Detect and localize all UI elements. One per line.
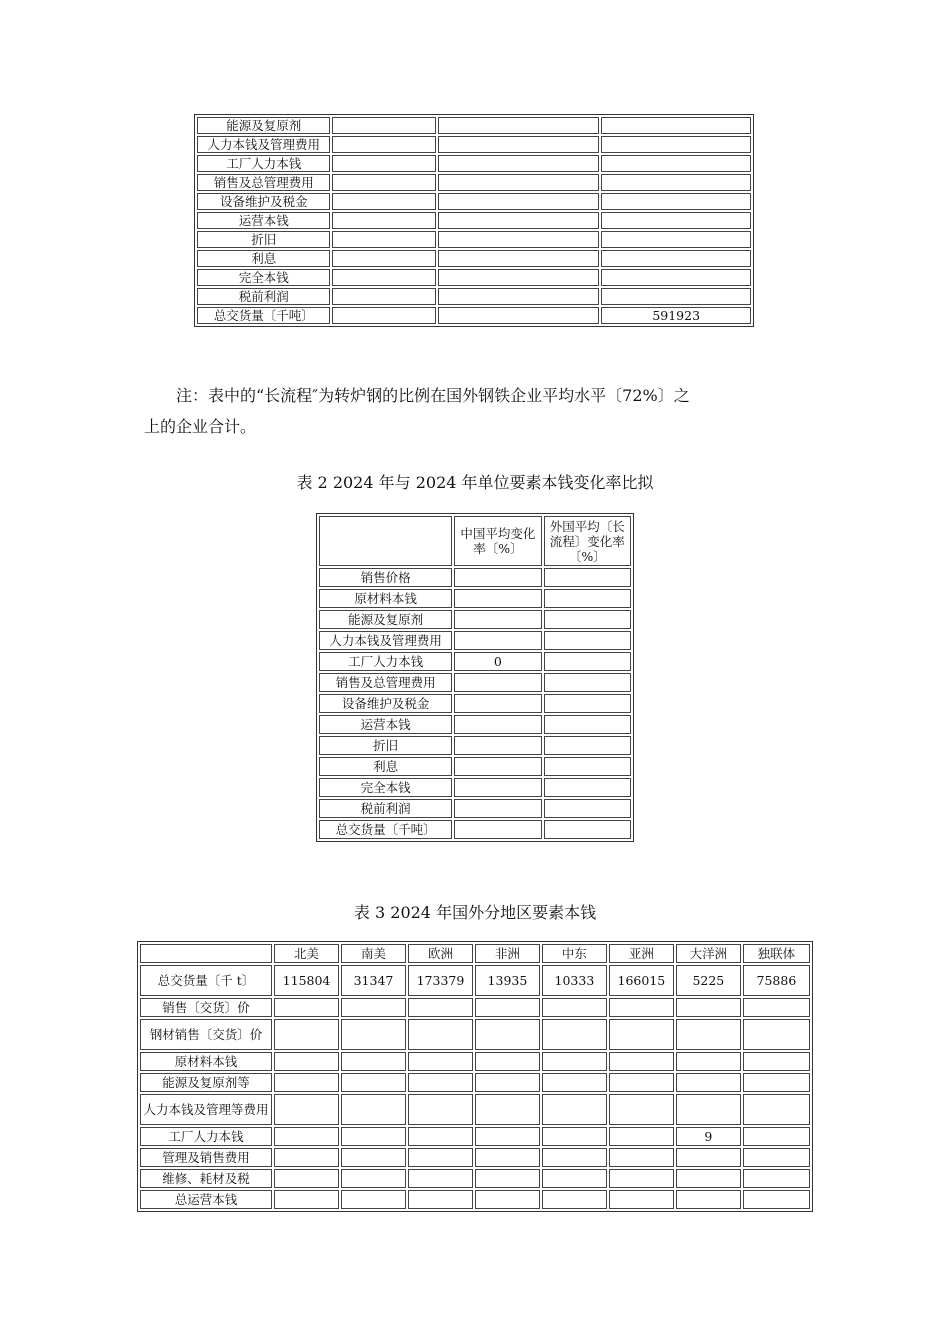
cell-value: [332, 250, 435, 267]
row-label: 能源及复原剂: [197, 117, 330, 134]
cell-value: [743, 1127, 810, 1146]
table-row: [319, 610, 631, 629]
cell-value: [601, 288, 751, 305]
cell-value: [408, 1148, 473, 1167]
table-row: [140, 1073, 810, 1092]
cell-value: [438, 174, 600, 191]
cell-value: [341, 1094, 406, 1125]
cell-value: [544, 589, 631, 608]
cell-value: [676, 1073, 741, 1092]
cell-value: [609, 1127, 674, 1146]
cell-value: [454, 820, 541, 839]
table-row: [319, 652, 631, 671]
cell-value: [408, 1127, 473, 1146]
table-row: [197, 231, 751, 248]
cell-value: [408, 1019, 473, 1050]
table-row: [140, 1094, 810, 1125]
cell-value: [743, 1073, 810, 1092]
cell-value: [454, 673, 541, 692]
table-row: [140, 998, 810, 1017]
cell-value: [542, 1073, 607, 1092]
row-label: 运营本钱: [197, 212, 330, 229]
cell-value: [609, 1148, 674, 1167]
row-label: 销售价格: [319, 568, 452, 587]
cell-value: [544, 736, 631, 755]
table-row: [140, 1052, 810, 1071]
table-row: [319, 715, 631, 734]
cell-value: [676, 1052, 741, 1071]
row-label: 维修、耗材及税: [140, 1169, 272, 1188]
cell-value: [542, 1148, 607, 1167]
cell-value: 10333: [542, 965, 607, 996]
row-label: 人力本钱及管理费用: [319, 631, 452, 650]
cell-value: [542, 1094, 607, 1125]
table-2-caption: 表 2 2024 年与 2024 年单位要素本钱变化率比拟: [296, 473, 654, 492]
row-label: 总运营本钱: [140, 1190, 272, 1209]
cell-value: [454, 589, 541, 608]
cell-value: [475, 1169, 540, 1188]
header-row: [140, 944, 810, 963]
column-header: 中国平均变化率〔%〕: [454, 516, 541, 566]
cell-value: [408, 1052, 473, 1071]
cell-value: [332, 288, 435, 305]
cell-value: [438, 155, 600, 172]
cell-value: [475, 1052, 540, 1071]
cell-value: [438, 231, 600, 248]
cell-value: [454, 610, 541, 629]
cell-value: [601, 193, 751, 210]
row-label: 原材料本钱: [319, 589, 452, 608]
row-label: 工厂人力本钱: [197, 155, 330, 172]
row-label: 税前利润: [319, 799, 452, 818]
cell-value: [475, 1019, 540, 1050]
cell-value: [454, 568, 541, 587]
table-row: [197, 193, 751, 210]
column-header: 大洋洲: [676, 944, 741, 963]
cell-value: [332, 117, 435, 134]
cell-value: [332, 174, 435, 191]
column-header: 非洲: [475, 944, 540, 963]
table-row: [140, 1127, 810, 1146]
cell-value: [274, 1094, 339, 1125]
cell-value: [743, 1019, 810, 1050]
row-label: 人力本钱及管理等费用: [140, 1094, 272, 1125]
cell-value: 9: [676, 1127, 741, 1146]
cell-value: [475, 1190, 540, 1209]
cell-value: [743, 1190, 810, 1209]
cell-value: [274, 1148, 339, 1167]
cell-value: [609, 1169, 674, 1188]
row-label: 工厂人力本钱: [319, 652, 452, 671]
table-row: [319, 631, 631, 650]
table-row: [319, 736, 631, 755]
row-label: 能源及复原剂: [319, 610, 452, 629]
column-header: [140, 944, 272, 963]
table-row: [197, 250, 751, 267]
row-label: 原材料本钱: [140, 1052, 272, 1071]
row-label: 总交货量〔千 t〕: [140, 965, 272, 996]
cell-value: [609, 1019, 674, 1050]
cell-value: [454, 799, 541, 818]
table-row: [197, 288, 751, 305]
cell-value: [341, 1019, 406, 1050]
table-row: [197, 136, 751, 153]
row-label: 工厂人力本钱: [140, 1127, 272, 1146]
cell-value: [676, 1094, 741, 1125]
table-row: [319, 673, 631, 692]
table-row: [140, 1148, 810, 1167]
table-row: [319, 820, 631, 839]
cell-value: [274, 1169, 339, 1188]
cell-value: [341, 1127, 406, 1146]
column-header: 欧洲: [408, 944, 473, 963]
table-row: [319, 694, 631, 713]
cell-value: [542, 1169, 607, 1188]
cell-value: [676, 1190, 741, 1209]
table-row: [197, 269, 751, 286]
note-line-2: 上的企业合计。: [144, 417, 257, 436]
table-row: [197, 117, 751, 134]
cell-value: [454, 694, 541, 713]
cell-value: [332, 155, 435, 172]
cell-value: [544, 799, 631, 818]
cell-value: [609, 1190, 674, 1209]
cell-value: [438, 212, 600, 229]
row-label: 销售及总管理费用: [197, 174, 330, 191]
cell-value: [676, 998, 741, 1017]
cell-value: [332, 231, 435, 248]
cell-value: [601, 250, 751, 267]
cell-value: [332, 193, 435, 210]
table-row: [197, 307, 751, 324]
row-label: 完全本钱: [319, 778, 452, 797]
cell-value: [601, 155, 751, 172]
cell-value: [454, 715, 541, 734]
cell-value: [544, 715, 631, 734]
table-row: [319, 778, 631, 797]
cell-value: [332, 212, 435, 229]
cell-value: [544, 631, 631, 650]
cell-value: 0: [454, 652, 541, 671]
row-label: 折旧: [319, 736, 452, 755]
cell-value: [341, 1148, 406, 1167]
cell-value: [609, 1073, 674, 1092]
cell-value: [408, 1073, 473, 1092]
cell-value: [676, 1148, 741, 1167]
row-label: 能源及复原剂等: [140, 1073, 272, 1092]
cell-value: [341, 1073, 406, 1092]
cell-value: [438, 117, 600, 134]
cell-value: [676, 1169, 741, 1188]
cell-value: [274, 1127, 339, 1146]
cell-value: [274, 1019, 339, 1050]
row-label: 设备维护及税金: [197, 193, 330, 210]
column-header: 北美: [274, 944, 339, 963]
table-row: [140, 1169, 810, 1188]
cell-value: [454, 631, 541, 650]
cell-value: [475, 1094, 540, 1125]
cell-value: 115804: [274, 965, 339, 996]
column-header: [319, 516, 452, 566]
column-header: 南美: [341, 944, 406, 963]
table-3: [137, 941, 813, 1212]
cell-value: [408, 1190, 473, 1209]
cell-value: [544, 568, 631, 587]
cell-value: 166015: [609, 965, 674, 996]
cell-value: [274, 1073, 339, 1092]
cell-value: [743, 1169, 810, 1188]
cell-value: [438, 269, 600, 286]
cell-value: [274, 1052, 339, 1071]
row-label: 管理及销售费用: [140, 1148, 272, 1167]
cell-value: [544, 652, 631, 671]
column-header: 中东: [542, 944, 607, 963]
cell-value: [743, 1052, 810, 1071]
cell-value: [274, 998, 339, 1017]
row-label: 总交货量〔千吨〕: [197, 307, 330, 324]
row-label: 钢材销售〔交货〕价: [140, 1019, 272, 1050]
cell-value: [438, 193, 600, 210]
table-row: [140, 965, 810, 996]
cell-value: [341, 998, 406, 1017]
row-label: 折旧: [197, 231, 330, 248]
table-row: [319, 799, 631, 818]
cell-value: [438, 136, 600, 153]
cell-value: [601, 136, 751, 153]
cell-value: [341, 1052, 406, 1071]
cell-value: [341, 1169, 406, 1188]
row-label: 完全本钱: [197, 269, 330, 286]
cell-value: 13935: [475, 965, 540, 996]
cell-value: [601, 174, 751, 191]
cell-value: [542, 1019, 607, 1050]
cell-value: [438, 307, 600, 324]
column-header: 独联体: [743, 944, 810, 963]
cell-value: [601, 212, 751, 229]
note-line-1: 注：表中的“长流程″为转炉钢的比例在国外钢铁企业平均水平〔72%〕之: [176, 386, 690, 405]
cell-value: 31347: [341, 965, 406, 996]
cell-value: [332, 307, 435, 324]
row-label: 人力本钱及管理费用: [197, 136, 330, 153]
row-label: 利息: [197, 250, 330, 267]
cell-value: [601, 117, 751, 134]
cell-value: [542, 1127, 607, 1146]
cell-value: [601, 231, 751, 248]
row-label: 销售〔交货〕价: [140, 998, 272, 1017]
cell-value: [544, 778, 631, 797]
cell-value: 5225: [676, 965, 741, 996]
cell-value: [438, 288, 600, 305]
cell-value: 75886: [743, 965, 810, 996]
cell-value: [408, 1169, 473, 1188]
table-row: [319, 757, 631, 776]
header-row: [319, 516, 631, 566]
cell-value: 591923: [601, 307, 751, 324]
cell-value: [544, 694, 631, 713]
table-row: [319, 568, 631, 587]
cell-value: [609, 1094, 674, 1125]
cell-value: [676, 1019, 741, 1050]
table-row: [319, 589, 631, 608]
cell-value: [475, 1127, 540, 1146]
row-label: 税前利润: [197, 288, 330, 305]
cell-value: [544, 610, 631, 629]
cell-value: [743, 1148, 810, 1167]
cell-value: [544, 757, 631, 776]
column-header: 亚洲: [609, 944, 674, 963]
table-row: [197, 174, 751, 191]
cell-value: [454, 736, 541, 755]
cell-value: [609, 1052, 674, 1071]
table-1-note: [144, 380, 824, 442]
table-row: [140, 1190, 810, 1209]
cell-value: [438, 250, 600, 267]
cell-value: [601, 269, 751, 286]
table-2: [316, 513, 634, 842]
cell-value: [544, 673, 631, 692]
cell-value: [332, 269, 435, 286]
cell-value: [454, 778, 541, 797]
table-row: [140, 1019, 810, 1050]
cell-value: [743, 1094, 810, 1125]
cell-value: 173379: [408, 965, 473, 996]
cell-value: [341, 1190, 406, 1209]
cell-value: [475, 998, 540, 1017]
row-label: 总交货量〔千吨〕: [319, 820, 452, 839]
cell-value: [544, 820, 631, 839]
row-label: 利息: [319, 757, 452, 776]
row-label: 运营本钱: [319, 715, 452, 734]
cell-value: [542, 998, 607, 1017]
row-label: 销售及总管理费用: [319, 673, 452, 692]
cell-value: [542, 1052, 607, 1071]
table-row: [197, 155, 751, 172]
cell-value: [408, 1094, 473, 1125]
cell-value: [332, 136, 435, 153]
row-label: 设备维护及税金: [319, 694, 452, 713]
column-header: 外国平均〔长流程〕变化率〔%〕: [544, 516, 631, 566]
cell-value: [475, 1148, 540, 1167]
table-1: [194, 114, 754, 327]
cell-value: [408, 998, 473, 1017]
cell-value: [743, 998, 810, 1017]
table-3-caption: 表 3 2024 年国外分地区要素本钱: [353, 903, 597, 922]
cell-value: [609, 998, 674, 1017]
cell-value: [475, 1073, 540, 1092]
cell-value: [542, 1190, 607, 1209]
cell-value: [274, 1190, 339, 1209]
table-row: [197, 212, 751, 229]
cell-value: [454, 757, 541, 776]
